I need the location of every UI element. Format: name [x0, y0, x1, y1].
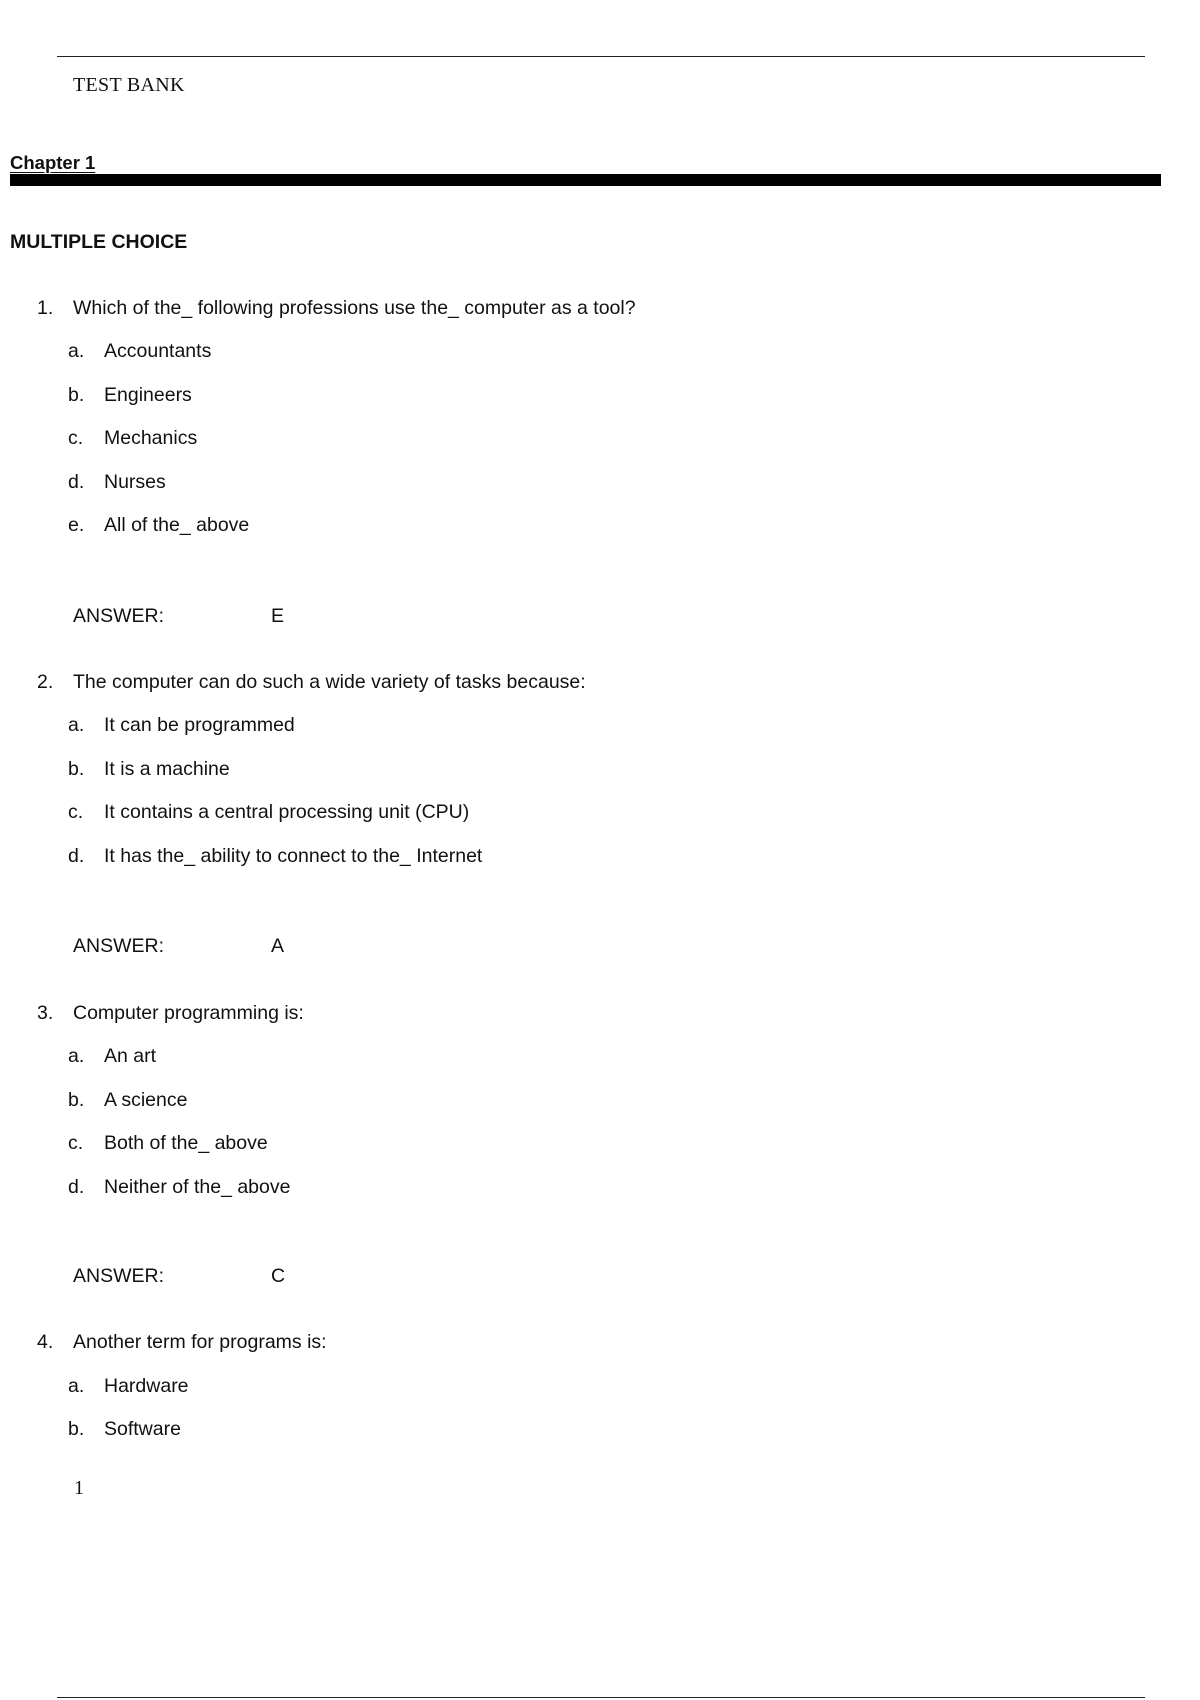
option-letter: a. — [68, 340, 85, 362]
question-text: Computer programming is: — [73, 1002, 304, 1024]
option-text: It has the_ ability to connect to the_ Internet — [104, 845, 483, 867]
answer-label: ANSWER: — [73, 605, 165, 627]
question-number: 2. — [37, 671, 54, 693]
option-text: Both of the_ above — [104, 1132, 268, 1154]
question-text: Which of the_ following professions use the_ computer as a tool? — [73, 297, 636, 319]
chapter-heading: Chapter 1 — [10, 152, 96, 173]
option-text: Engineers — [104, 384, 192, 406]
page-number: 1 — [74, 1477, 84, 1499]
question-number: 1. — [37, 297, 54, 319]
question-text: The computer can do such a wide variety of tasks because: — [73, 671, 586, 693]
chapter-divider — [10, 174, 1161, 186]
question-text: Another term for programs is: — [73, 1331, 327, 1353]
question-number: 3. — [37, 1002, 54, 1024]
answer-label: ANSWER: — [73, 1265, 165, 1287]
option-text: A science — [104, 1089, 188, 1111]
option-text: Accountants — [104, 340, 212, 362]
question-number: 4. — [37, 1331, 54, 1353]
option-letter: a. — [68, 714, 85, 736]
option-letter: d. — [68, 1176, 85, 1198]
option-text: Neither of the_ above — [104, 1176, 291, 1198]
option-text: Software — [104, 1418, 181, 1440]
answer-value: A — [271, 935, 285, 957]
header-title: TEST BANK — [73, 74, 185, 96]
answer-label: ANSWER: — [73, 935, 165, 957]
option-letter: c. — [68, 427, 84, 449]
option-text: It is a machine — [104, 758, 230, 780]
footer-rule — [57, 1697, 1145, 1698]
option-text: It can be programmed — [104, 714, 295, 736]
option-letter: d. — [68, 471, 85, 493]
option-text: It contains a central processing unit (CPU) — [104, 801, 470, 823]
option-text: Mechanics — [104, 427, 198, 449]
option-letter: b. — [68, 758, 85, 780]
option-letter: c. — [68, 801, 84, 823]
option-text: All of the_ above — [104, 514, 250, 536]
option-letter: b. — [68, 1089, 85, 1111]
answer-value: C — [271, 1265, 286, 1287]
option-letter: a. — [68, 1375, 85, 1397]
header-rule — [57, 56, 1145, 57]
option-letter: e. — [68, 514, 85, 536]
option-letter: b. — [68, 384, 85, 406]
section-heading: MULTIPLE CHOICE — [10, 231, 188, 253]
option-letter: c. — [68, 1132, 84, 1154]
option-letter: a. — [68, 1045, 85, 1067]
option-text: Nurses — [104, 471, 166, 493]
answer-value: E — [271, 605, 285, 627]
option-letter: d. — [68, 845, 85, 867]
option-letter: b. — [68, 1418, 85, 1440]
option-text: Hardware — [104, 1375, 189, 1397]
option-text: An art — [104, 1045, 157, 1067]
